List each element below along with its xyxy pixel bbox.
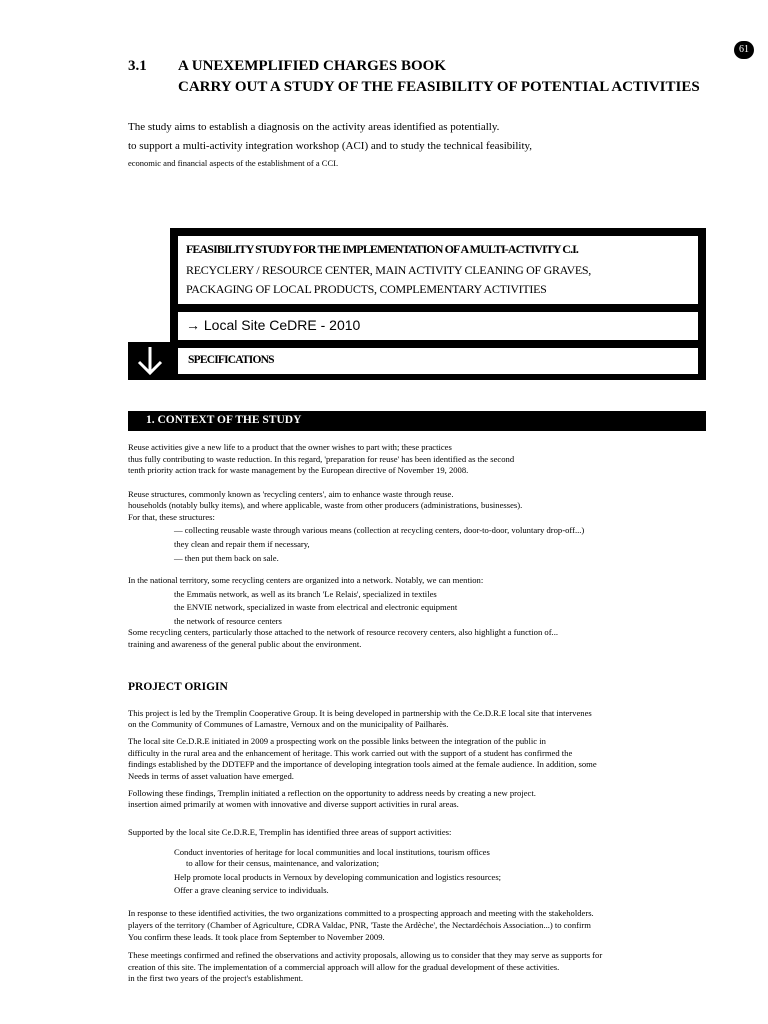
body-line: findings established by the DDTEFP and the importance of developing integration tools aimed at the female audience. In addition, some xyxy=(128,759,597,769)
body-line: You confirm these leads. It took place from September to November 2009. xyxy=(128,932,385,942)
box-subtitle-line: PACKAGING OF LOCAL PRODUCTS, COMPLEMENTARY ACTIVITIES xyxy=(186,282,547,296)
box-title: FEASIBILITY STUDY FOR THE IMPLEMENTATION OF A MULTI-ACTIVITY C.I. xyxy=(186,242,579,256)
page-subtitle: CARRY OUT A STUDY OF THE FEASIBILITY OF POTENTIAL ACTIVITIES xyxy=(178,79,700,95)
body-line: tenth priority action track for waste management by the European directive of November 19, 2008. xyxy=(128,465,469,475)
intro-line: The study aims to establish a diagnosis on the activity areas identified as potentially. xyxy=(128,121,500,133)
body-line: households (notably bulky items), and where applicable, waste from other producers (administrations, businesses). xyxy=(128,500,523,510)
body-line: thus fully contributing to waste reduction. In this regard, 'preparation for reuse' has been identified as the second xyxy=(128,454,515,464)
box-subtitle-line: RECYCLERY / RESOURCE CENTER, MAIN ACTIVITY CLEANING OF GRAVES, xyxy=(186,263,591,277)
body-line: This project is led by the Tremplin Cooperative Group. It is being developed in partnership with the Ce.D.R.E local site that intervenes xyxy=(128,708,592,718)
section-bar xyxy=(128,411,706,431)
page-title: A UNEXEMPLIFIED CHARGES BOOK xyxy=(178,58,446,74)
list-item: they clean and repair them if necessary, xyxy=(174,539,310,549)
list-item: the network of resource centers xyxy=(174,616,282,626)
page-number: 61 xyxy=(734,41,754,59)
body-line: difficulty in the rural area and the enhancement of heritage. This work carried out with the support of a student has confirmed the xyxy=(128,748,573,758)
section-number: 3.1 xyxy=(128,58,147,74)
body-line: creation of this site. The implementation of a commercial approach will allow for the gradual development of these activities. xyxy=(128,962,560,972)
list-item: the Emmaüs network, as well as its branch 'Le Relais', specialized in textiles xyxy=(174,589,437,599)
body-line: Reuse structures, commonly known as 'recycling centers', aim to enhance waste through reuse. xyxy=(128,489,454,499)
body-line: Following these findings, Tremplin initiated a reflection on the opportunity to address needs by creating a new project. xyxy=(128,788,536,798)
body-line: In response to these identified activities, the two organizations committed to a prospecting approach and meeting with the stakeholders. xyxy=(128,908,594,918)
list-item: — then put them back on sale. xyxy=(174,553,279,563)
list-item: Conduct inventories of heritage for local communities and local institutions, tourism offices xyxy=(174,847,490,857)
list-item: Help promote local products in Vernoux by developing communication and logistics resources; xyxy=(174,872,502,882)
intro-line: economic and financial aspects of the establishment of a CCI. xyxy=(128,158,339,168)
body-line: insertion aimed primarily at women with innovative and diverse support activities in rural areas. xyxy=(128,799,459,809)
body-line: Supported by the local site Ce.D.R.E, Tremplin has identified three areas of support activities: xyxy=(128,827,452,837)
section-title: 1. CONTEXT OF THE STUDY xyxy=(146,414,302,426)
site-label: → Local Site CeDRE - 2010 xyxy=(186,317,361,333)
specifications-box xyxy=(178,348,698,374)
site-box xyxy=(178,312,698,340)
body-line: players of the territory (Chamber of Agriculture, CDRA Valdac, PNR, 'Taste the Ardèche', the Nectardéchois Association...) to confirm xyxy=(128,920,591,930)
body-line: in the first two years of the project's establishment. xyxy=(128,973,304,983)
specifications-label: SPECIFICATIONS xyxy=(188,354,274,366)
title-box xyxy=(178,236,698,304)
intro-line: to support a multi-activity integration workshop (ACI) and to study the technical feasibility, xyxy=(128,140,533,152)
list-item: — collecting reusable waste through various means (collection at recycling centers, door-to-door, voluntary drop-off...) xyxy=(174,525,585,535)
list-item: Offer a grave cleaning service to individuals. xyxy=(174,885,329,895)
arrow-down-icon xyxy=(128,342,174,380)
body-line: In the national territory, some recycling centers are organized into a network. Notably, we can mention: xyxy=(128,575,484,585)
body-line: Some recycling centers, particularly those attached to the network of resource recovery centers, also highlight a function of... xyxy=(128,627,559,637)
section-heading: PROJECT ORIGIN xyxy=(128,681,228,693)
body-line: training and awareness of the general public about the environment. xyxy=(128,639,362,649)
list-item: to allow for their census, maintenance, and valorization; xyxy=(186,858,380,868)
list-item: the ENVIE network, specialized in waste from electrical and electronic equipment xyxy=(174,602,458,612)
body-line: The local site Ce.D.R.E initiated in 2009 a prospecting work on the possible links between the integration of the public in xyxy=(128,736,546,746)
body-line: For that, these structures: xyxy=(128,512,215,522)
body-line: on the Community of Communes of Lamastre, Vernoux and on the municipality of Pailharès. xyxy=(128,719,449,729)
body-line: Needs in terms of asset valuation have emerged. xyxy=(128,771,294,781)
body-line: Reuse activities give a new life to a product that the owner wishes to part with; these practices xyxy=(128,442,452,452)
body-line: These meetings confirmed and refined the observations and activity proposals, allowing us to consider that they may serve as supports for xyxy=(128,950,603,960)
